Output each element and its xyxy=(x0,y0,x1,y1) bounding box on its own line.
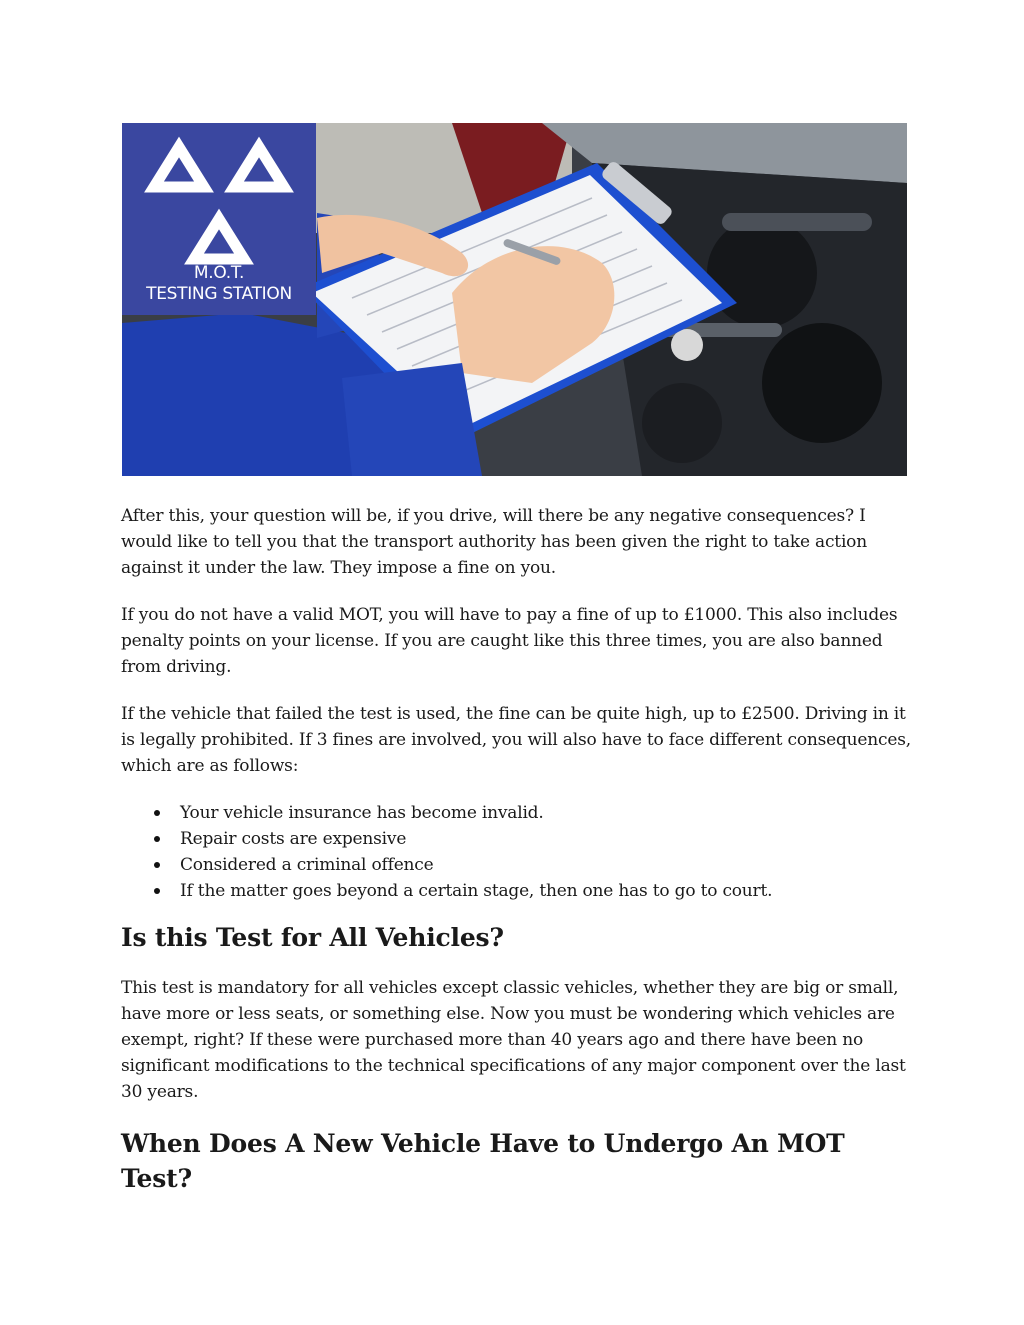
list-item: Considered a criminal offence xyxy=(180,852,911,878)
heading-all-vehicles: Is this Test for All Vehicles? xyxy=(121,923,504,952)
paragraph-invalid-mot-fine: If you do not have a valid MOT, you will have to pay a fine of up to £1000. This also includes penalty points on your license. If you are caught like this three times, you are also banned from driving. xyxy=(121,605,898,677)
paragraph-consequences-intro: After this, your question will be, if you drive, will there be any negative consequences? I would like to tell you that the transport authority has been given the right to take action against it under the law. They impose a fine on you. xyxy=(121,506,867,578)
article-body xyxy=(121,503,911,1216)
consequences-list xyxy=(121,800,911,904)
list-item: Your vehicle insurance has become invalid. xyxy=(180,800,911,826)
list-item: Repair costs are expensive xyxy=(180,826,911,852)
hero-image xyxy=(122,123,907,476)
paragraph-failed-vehicle-fine: If the vehicle that failed the test is used, the fine can be quite high, up to £2500. Driving in it is legally prohibited. If 3 fines are involved, you will also have to face different consequences, which are as follows: xyxy=(121,704,911,776)
paragraph-all-vehicles: This test is mandatory for all vehicles except classic vehicles, whether they are big or small, have more or less seats, or something else. Now you must be wondering which vehicles are exempt, right? If these were purchased more than 40 years ago and there have been no significant modifications to the technical specifications of any major component over the last 30 years. xyxy=(121,978,906,1102)
logo-line-1: M.O.T. xyxy=(193,263,245,283)
list-item: If the matter goes beyond a certain stage, then one has to go to court. xyxy=(180,878,911,904)
logo-text xyxy=(122,263,316,305)
heading-new-vehicle-mot: When Does A New Vehicle Have to Undergo An MOT Test? xyxy=(121,1129,845,1193)
logo-line-2: TESTING STATION xyxy=(146,284,292,304)
